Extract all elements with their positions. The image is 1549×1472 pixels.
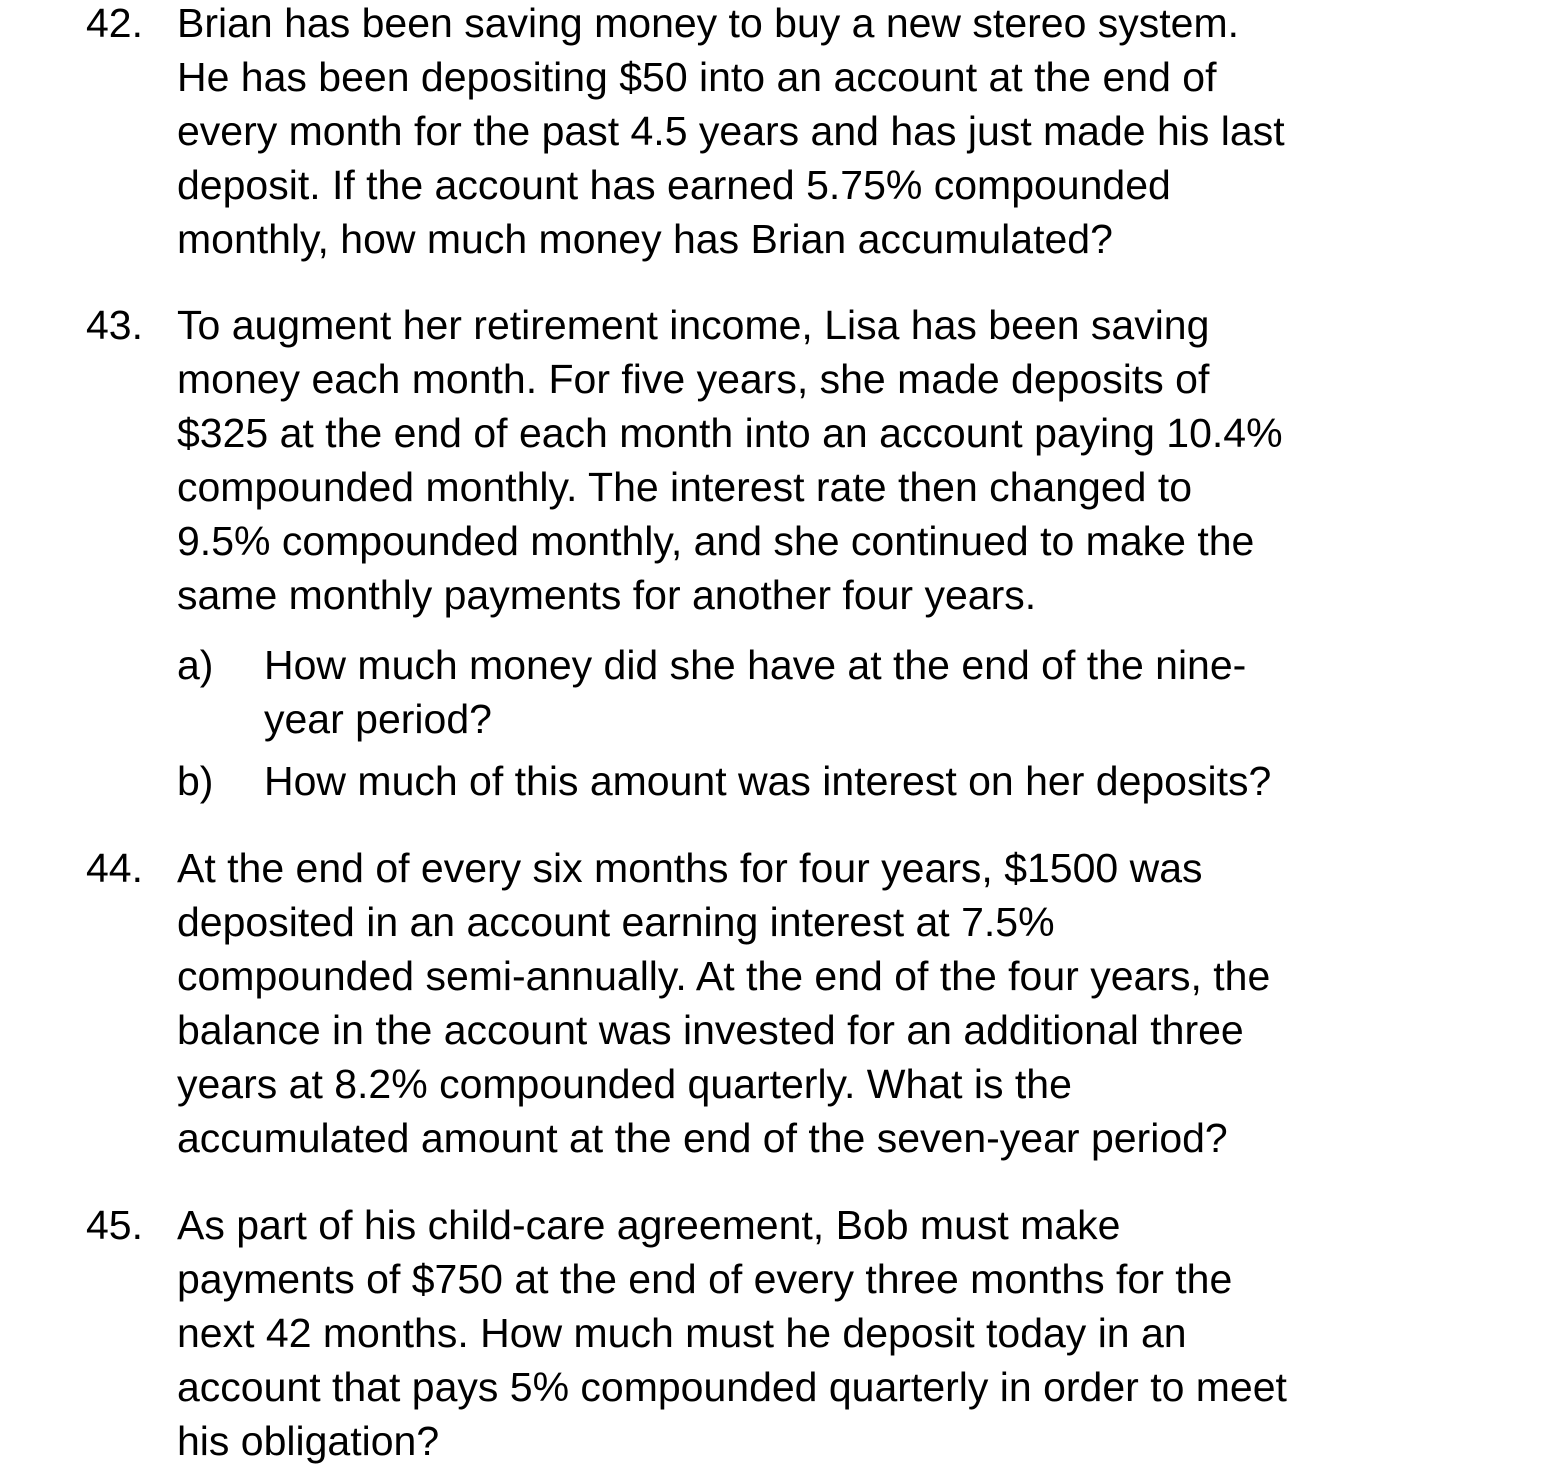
problem-text-line: every month for the past 4.5 years and has just made his last <box>177 108 1285 154</box>
problem-text-line: payments of $750 at the end of every three months for the <box>177 1256 1233 1302</box>
problem-text-line: compounded semi-annually. At the end of the four years, the <box>177 953 1271 999</box>
problem-text-line: his obligation? <box>177 1418 440 1464</box>
problem-text-line: money each month. For five years, she made deposits of <box>177 356 1210 402</box>
subpart-label: b) <box>177 758 214 804</box>
subpart-text-line: year period? <box>264 696 492 742</box>
problem-text-line: deposit. If the account has earned 5.75% compounded <box>177 162 1171 208</box>
problem-text-line: $325 at the end of each month into an account paying 10.4% <box>177 410 1283 456</box>
problem-text-line: Brian has been saving money to buy a new stereo system. <box>177 0 1240 46</box>
problem-text-line: compounded monthly. The interest rate then changed to <box>177 464 1193 510</box>
problem-text-line: He has been depositing $50 into an account at the end of <box>177 54 1217 100</box>
problem-text-line: years at 8.2% compounded quarterly. What is the <box>177 1061 1072 1107</box>
problem-text-line: 9.5% compounded monthly, and she continued to make the <box>177 518 1255 564</box>
problem-text-line: To augment her retirement income, Lisa has been saving <box>177 302 1210 348</box>
problem-text-line: monthly, how much money has Brian accumulated? <box>177 216 1113 262</box>
subpart-text-line: How much of this amount was interest on her deposits? <box>264 758 1272 804</box>
problem-number: 44. <box>86 845 143 891</box>
problem-text-line: deposited in an account earning interest at 7.5% <box>177 899 1055 945</box>
problem-number: 43. <box>86 302 143 348</box>
problem-text-line: same monthly payments for another four years. <box>177 572 1037 618</box>
subpart-label: a) <box>177 642 214 688</box>
problem-text-line: As part of his child-care agreement, Bob must make <box>177 1202 1121 1248</box>
problem-number: 42. <box>86 0 143 46</box>
problem-text-line: next 42 months. How much must he deposit today in an <box>177 1310 1187 1356</box>
problem-number: 45. <box>86 1202 143 1248</box>
problem-text-line: accumulated amount at the end of the seven-year period? <box>177 1115 1228 1161</box>
problem-text-line: At the end of every six months for four years, $1500 was <box>177 845 1203 891</box>
problem-text-line: account that pays 5% compounded quarterly in order to meet <box>177 1364 1287 1410</box>
subpart-text-line: How much money did she have at the end of the nine- <box>264 642 1247 688</box>
problem-text-line: balance in the account was invested for an additional three <box>177 1007 1244 1053</box>
